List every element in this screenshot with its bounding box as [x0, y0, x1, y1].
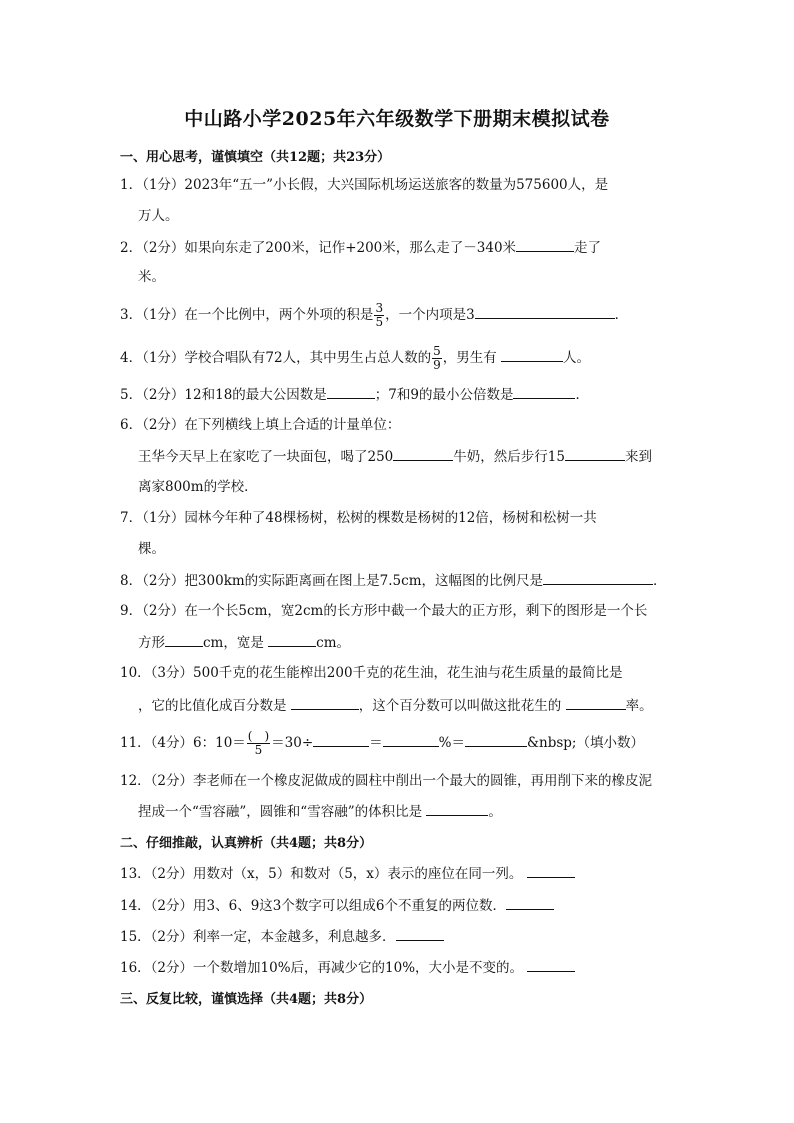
question-7-cont: 棵。: [138, 541, 165, 557]
question-13: 13．（2分）用数对（x，5）和数对（5，x）表示的座位在同一列。: [120, 864, 575, 883]
answer-blank[interactable]: [501, 348, 563, 362]
question-11: 11．（4分）6：10＝ $\frac{( )}{5}$ ＝30÷ ＝ %＝ &nbsp;（填小数）: [120, 729, 644, 757]
question-2-cont: 米。: [138, 269, 165, 285]
question-14: 14．（2分）用3、6、9这3个数字可以组成6个不重复的两位数．: [120, 896, 554, 915]
question-4: 4．（1分）学校合唱队有72人，其中男生占总人数的 $\frac{5}{9}$ ，男生有 人。: [120, 344, 591, 372]
answer-blank[interactable]: [513, 385, 575, 399]
answer-blank[interactable]: [465, 733, 527, 747]
question-9: 9．（2分）在一个长5cm，宽2cm的长方形中截一个最大的正方形，剩下的图形是一个长: [120, 603, 648, 619]
answer-blank[interactable]: [566, 696, 626, 710]
question-6-line3: 离家800m的学校．: [138, 479, 258, 495]
section-3-heading: 三、反复比较，谨慎选择（共4题；共8分）: [120, 992, 373, 1007]
page-title: 中山路小学2025年六年级数学下册期末模拟试卷: [184, 108, 610, 130]
fraction: $\frac{( )}{5}$: [247, 729, 270, 757]
question-7: 7．（1分）园林今年种了48棵杨树，松树的棵数是杨树的12倍，杨树和松树一共: [120, 510, 597, 526]
fraction: $\frac{5}{9}$: [433, 344, 441, 372]
question-5: 5．（2分）12和18的最大公因数是 ；7和9的最小公倍数是 ．: [120, 387, 589, 403]
answer-blank[interactable]: [393, 447, 453, 461]
answer-blank[interactable]: [396, 927, 444, 941]
question-10-cont: ，它的比值化成百分数是 ，这个百分数可以叫做这批花生的 率。: [138, 698, 653, 714]
answer-blank[interactable]: [475, 305, 615, 319]
question-12-cont: 捏成一个“雪容融”，圆锥和“雪容融”的体积比是 。: [138, 804, 502, 820]
question-10: 10．（3分）500千克的花生能榨出200千克的花生油，花生油与花生质量的最简比是: [120, 665, 623, 681]
fraction: $\frac{3}{5}$: [375, 301, 384, 329]
section-1-heading: 一、用心思考，谨慎填空（共12题；共23分）: [120, 150, 391, 165]
answer-blank[interactable]: [426, 802, 488, 816]
question-16: 16．（2分）一个数增加10%后，再减少它的10%，大小是不变的。: [120, 958, 575, 977]
answer-blank[interactable]: [516, 238, 574, 252]
question-6-line2: 王华今天早上在家吃了一块面包，喝了250 牛奶，然后步行15 来到: [138, 449, 652, 465]
answer-blank[interactable]: [165, 633, 203, 647]
answer-blank[interactable]: [527, 864, 575, 878]
question-1: 1．（1分）2023年“五一”小长假，大兴国际机场运送旅客的数量为575600人，是: [120, 177, 609, 193]
question-6: 6．（2分）在下列横线上填上合适的计量单位：: [120, 417, 401, 433]
answer-blank[interactable]: [313, 733, 369, 747]
answer-blank[interactable]: [543, 571, 653, 585]
answer-blank[interactable]: [291, 696, 359, 710]
question-3: 3．（1分）在一个比例中，两个外项的积是 $\frac{3}{5}$ ，一个内项是3 ．: [120, 301, 629, 329]
question-8: 8．（2分）把300km的实际距离画在图上是7.5cm，这幅图的比例尺是 ．: [120, 573, 667, 589]
answer-blank[interactable]: [506, 896, 554, 910]
question-12: 12．（2分）李老师在一个橡皮泥做成的圆柱中削出一个最大的圆锥，再用削下来的橡皮泥: [120, 773, 653, 789]
answer-blank[interactable]: [268, 633, 316, 647]
question-1-cont: 万人。: [138, 208, 179, 224]
question-15: 15．（2分）利率一定，本金越多，利息越多．: [120, 927, 444, 946]
answer-blank[interactable]: [327, 385, 375, 399]
answer-blank[interactable]: [383, 733, 439, 747]
section-2-heading: 二、仔细推敲，认真辨析（共4题；共8分）: [120, 836, 373, 851]
answer-blank[interactable]: [565, 447, 625, 461]
question-9-cont: 方形 cm，宽是 cm。: [138, 635, 351, 651]
question-2: 2．（2分）如果向东走了200米，记作+200米，那么走了－340米 走了: [120, 240, 602, 256]
answer-blank[interactable]: [527, 958, 575, 972]
